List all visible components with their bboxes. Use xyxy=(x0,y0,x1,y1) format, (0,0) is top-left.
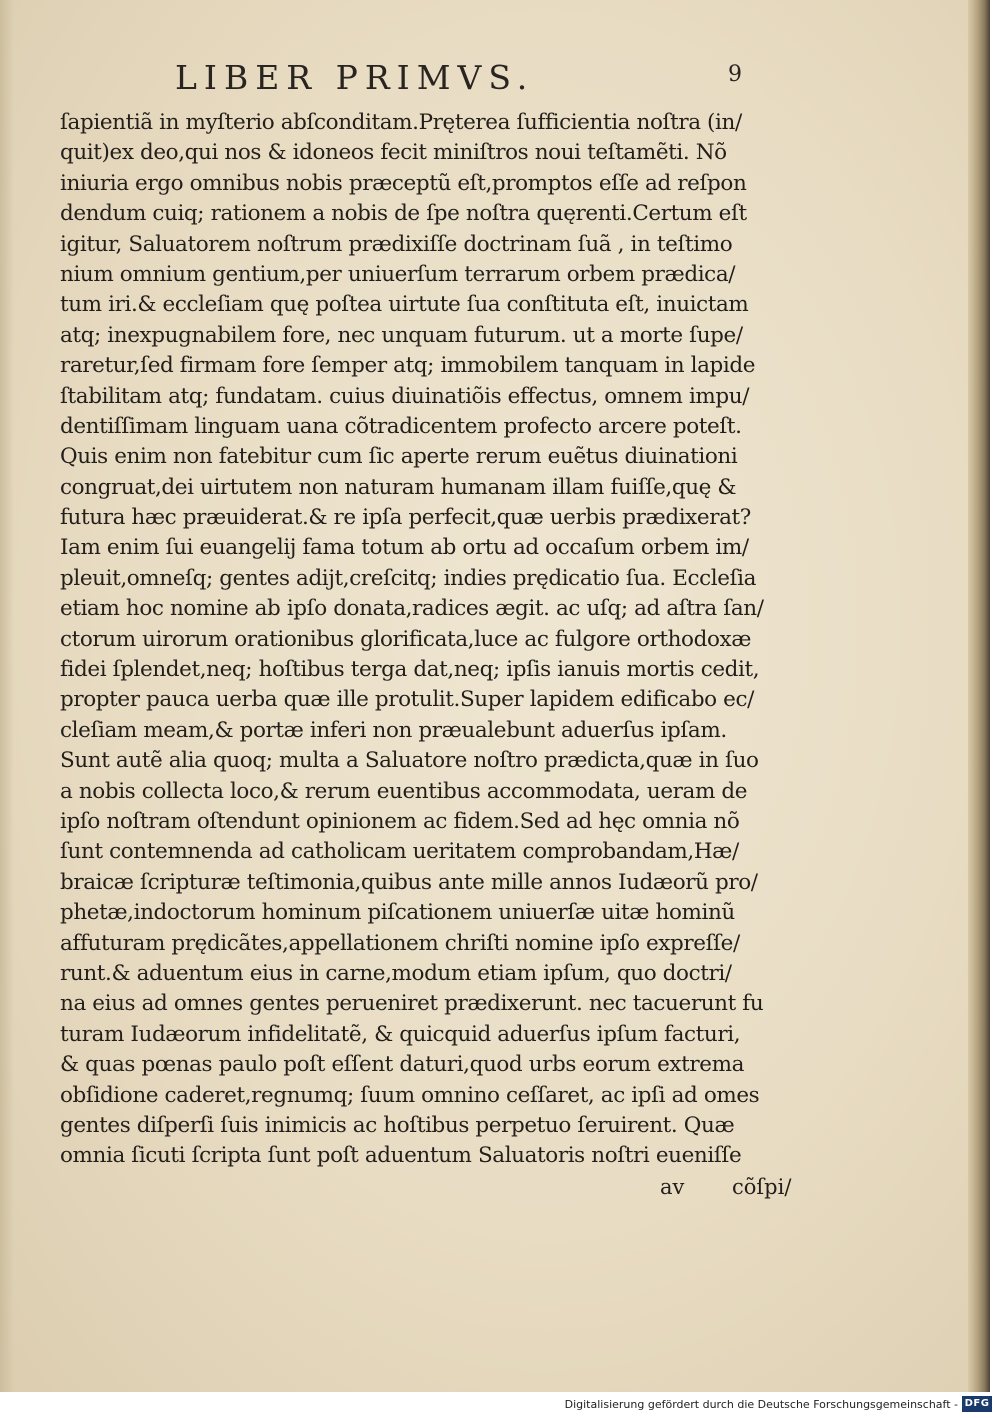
text-line: quit)ex deo,qui nos & idoneos fecit miniſtros noui teſtamẽti. Nõ xyxy=(60,140,727,166)
text-line: turam Iudæorum infidelitatẽ, & quicquid aduerſus ipſum facturi, xyxy=(60,1021,741,1047)
text-line: obſidione caderet,regnumq; ſuum omnino ceſſaret, ac ipſi ad omes xyxy=(60,1082,760,1108)
page-number: 9 xyxy=(728,62,742,87)
catchword-row xyxy=(660,1175,800,1207)
text-line: tum iri.& eccleſiam quę poſtea uirtute ſua conſtituta eſt, inuictam xyxy=(60,292,749,318)
dfg-logo: DFG xyxy=(962,1396,992,1412)
page-header xyxy=(175,58,755,104)
text-line: futura hæc præuiderat.& re ipſa perfecit,quæ uerbis prædixerat? xyxy=(60,505,751,531)
text-line: braicæ ſcripturæ teſtimonia,quibus ante mille annos Iudæorũ pro/ xyxy=(60,869,758,895)
text-line: na eius ad omnes gentes perueniret prædixerunt. nec tacuerunt fu xyxy=(60,991,764,1017)
text-line: atq; inexpugnabilem fore, nec unquam futurum. ut a morte ſupe/ xyxy=(60,322,743,348)
text-line: & quas pœnas paulo poſt eſſent daturi,quod urbs eorum extrema xyxy=(60,1052,744,1078)
text-line: omnia ſicuti ſcripta ſunt poſt aduentum Saluatoris noſtri eueniſſe xyxy=(60,1143,742,1169)
text-line: ipſo noſtram oſtendunt opinionem ac fidem.Sed ad hęc omnia nõ xyxy=(60,808,740,834)
page-fore-edge xyxy=(968,0,990,1392)
text-line: dentiſſimam linguam uana cõtradicentem profecto arcere poteſt. xyxy=(60,413,742,439)
text-line: Quis enim non fatebitur cum ſic aperte rerum euẽtus diuinationi xyxy=(60,444,738,470)
text-line: nium omnium gentium,per uniuerſum terrarum orbem prædica/ xyxy=(60,261,736,287)
digitization-footer xyxy=(0,1392,1000,1418)
page-gutter-shadow xyxy=(0,0,14,1392)
text-line: Iam enim ſui euangelij fama totum ab ortu ad occaſum orbem im/ xyxy=(60,535,749,561)
catchword: cõſpi/ xyxy=(732,1175,792,1199)
text-line: a nobis collecta loco,& rerum euentibus accommodata, ueram de xyxy=(60,778,748,804)
text-line: iniuria ergo omnibus nobis præceptũ eſt,promptos eſſe ad reſpon xyxy=(60,170,747,196)
text-line: cleſiam meam,& portæ inferi non præualebunt aduerſus ipſam. xyxy=(60,717,727,743)
text-line: runt.& aduentum eius in carne,modum etiam ipſum, quo doctri/ xyxy=(60,960,732,986)
text-line: raretur,ſed firmam fore ſemper atq; immobilem tanquam in lapide xyxy=(60,353,756,379)
text-line: pleuit,omneſq; gentes adijt,creſcitq; indies prędicatio ſua. Eccleſia xyxy=(60,565,757,591)
running-title: LIBER PRIMVS. xyxy=(175,58,535,97)
text-line: ſunt contemnenda ad catholicam ueritatem comprobandam,Hæ/ xyxy=(60,839,739,865)
text-line: gentes diſperſi ſuis inimicis ac hoſtibus perpetuo ſeruirent. Quæ xyxy=(60,1112,735,1138)
text-line: propter pauca uerba quæ ille protulit.Super lapidem edificabo ec/ xyxy=(60,687,754,713)
funding-credit: Digitalisierung gefördert durch die Deutsche Forschungsgemeinschaft - xyxy=(564,1398,958,1411)
text-line: affuturam prędicãtes,appellationem chriſti nomine ipſo expreſſe/ xyxy=(60,930,740,956)
text-line: dendum cuiq; rationem a nobis de ſpe noſtra quęrenti.Certum eſt xyxy=(60,201,747,227)
text-line: etiam hoc nomine ab ipſo donata,radices ægit. ac uſq; ad aſtra ſan/ xyxy=(60,596,764,622)
text-line: ſtabilitam atq; fundatam. cuius diuinatiõis effectus, omnem impu/ xyxy=(60,383,750,409)
body-text xyxy=(60,108,800,1172)
text-line: igitur, Saluatorem noſtrum prædixiſſe doctrinam ſuã , in teſtimo xyxy=(60,231,733,257)
signature-mark: av xyxy=(660,1175,685,1199)
text-line: phetæ,indoctorum hominum piſcationem uniuerſæ uitæ hominũ xyxy=(60,900,735,926)
text-line: congruat,dei uirtutem non naturam humanam illam fuiſſe,quę & xyxy=(60,474,737,500)
text-line: Sunt autẽ alia quoq; multa a Saluatore noſtro prædicta,quæ in ſuo xyxy=(60,748,759,774)
text-line: ctorum uirorum orationibus glorificata,luce ac fulgore orthodoxæ xyxy=(60,626,752,652)
text-line: fidei ſplendet,neq; hoſtibus terga dat,neq; ipſis ianuis mortis cedit, xyxy=(60,657,760,683)
text-line: ſapientiã in myſterio abſconditam.Pręterea ſufficientia noſtra (in/ xyxy=(60,110,742,135)
